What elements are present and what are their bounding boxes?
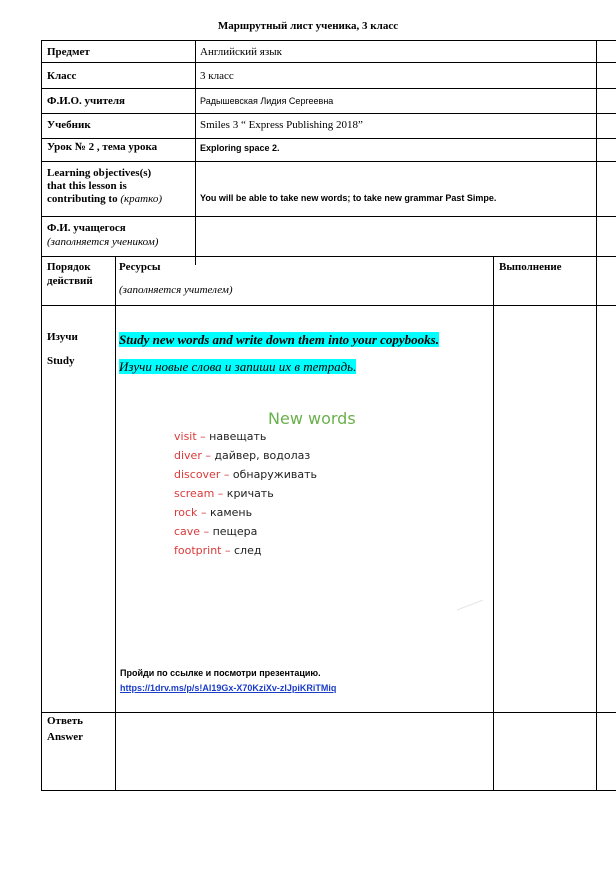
word-dash: –: [200, 430, 206, 443]
word-dash: –: [217, 487, 224, 500]
word-en: footprint: [174, 544, 222, 557]
row-line: [41, 161, 616, 162]
resources-label: Ресурсы: [119, 261, 161, 273]
instruction-ru: Изучи новые слова и запиши их в тетрадь.: [119, 359, 357, 374]
word-en: cave: [174, 525, 201, 538]
word-ru: навещать: [209, 430, 267, 443]
word-dash: –: [225, 544, 231, 557]
row-line: [41, 138, 616, 139]
objectives-label-2: that this lesson is: [47, 180, 127, 192]
objectives-value: You will be able to take new words; to take new grammar Past Simpe.: [200, 193, 497, 203]
word-row: [174, 544, 261, 558]
row-line: [41, 790, 616, 791]
objectives-label-3: contributing to: [47, 193, 118, 205]
student-note: (заполняется учеником): [47, 236, 159, 248]
word-en: scream: [174, 487, 215, 500]
document-title: Маршрутный лист ученика, 3 класс: [217, 20, 399, 32]
word-en: rock: [174, 506, 198, 519]
word-row: [174, 525, 257, 539]
new-words-title: New words: [268, 409, 356, 428]
order-label-1: Порядок: [47, 261, 91, 273]
col-line: [493, 256, 494, 790]
col-line: [41, 40, 42, 790]
row-line: [41, 40, 616, 41]
word-row: [174, 430, 266, 444]
word-ru: камень: [209, 506, 253, 519]
subject-value: Английский язык: [200, 46, 282, 58]
answer-label-ru: Ответь: [47, 715, 84, 727]
textbook-label: Учебник: [47, 119, 91, 131]
col-line: [115, 256, 116, 790]
answer-field[interactable]: [117, 714, 491, 788]
class-label: Класс: [47, 70, 77, 82]
row-line: [41, 88, 616, 89]
word-dash: –: [203, 525, 210, 538]
word-dash: –: [223, 468, 230, 481]
row-line: [41, 113, 616, 114]
row-line: [41, 305, 616, 306]
textbook-value: Smiles 3 “ Express Publishing 2018”: [200, 119, 363, 131]
word-row: [174, 449, 310, 463]
teacher-value: Радышевская Лидия Сергеевна: [200, 96, 334, 106]
study-label-ru: Изучи: [47, 331, 78, 343]
execution-label: Выполнение: [499, 261, 562, 273]
student-name-field[interactable]: [200, 228, 550, 250]
word-row: [174, 487, 274, 501]
word-row: [174, 468, 317, 482]
instruction-ru-wrap: [119, 360, 356, 375]
objectives-label-3-wrap: [47, 193, 162, 206]
objectives-label-1: Learning objectives(s): [47, 167, 152, 179]
row-line: [41, 216, 616, 217]
row-line: [41, 62, 616, 63]
order-label-2: действий: [47, 275, 93, 287]
word-ru: пещера: [212, 525, 258, 538]
resources-note: (заполняется учителем): [119, 284, 233, 296]
presentation-link-wrap: [120, 682, 336, 695]
study-label-en: Study: [47, 355, 75, 367]
lesson-label: Урок № 2 , тема урока: [47, 141, 158, 153]
word-ru: обнаруживать: [232, 468, 317, 481]
word-en: discover: [174, 468, 221, 481]
decorative-stroke: [455, 598, 485, 612]
col-line: [596, 40, 597, 790]
word-ru: дайвер, водолаз: [214, 449, 311, 462]
row-line: [41, 256, 616, 257]
teacher-label: Ф.И.О. учителя: [47, 95, 126, 107]
objectives-label-note: (кратко): [120, 193, 162, 205]
word-dash: –: [200, 506, 207, 519]
lesson-value: Exploring space 2.: [200, 143, 280, 153]
word-ru: кричать: [226, 487, 274, 500]
student-label: Ф.И. учащегося: [47, 222, 126, 234]
row-line: [41, 712, 616, 713]
instruction-en: Study new words and write down them into your copybooks.: [119, 332, 439, 347]
presentation-text: Пройди по ссылке и посмотри презентацию.: [120, 668, 321, 678]
col-line: [195, 40, 196, 265]
answer-label-en: Answer: [47, 731, 84, 743]
subject-label: Предмет: [47, 46, 90, 58]
word-dash: –: [205, 449, 211, 462]
instruction-en-wrap: [119, 333, 439, 348]
word-row: [174, 506, 252, 520]
presentation-link[interactable]: https://1drv.ms/p/s!Al19Gx-X70KziXv-zlJpiKRiTMiq: [120, 683, 337, 693]
word-ru: след: [234, 544, 262, 557]
word-en: diver: [174, 449, 202, 462]
class-value: 3 класс: [200, 70, 234, 82]
answer-execution-field[interactable]: [495, 714, 594, 788]
word-en: visit: [174, 430, 197, 443]
